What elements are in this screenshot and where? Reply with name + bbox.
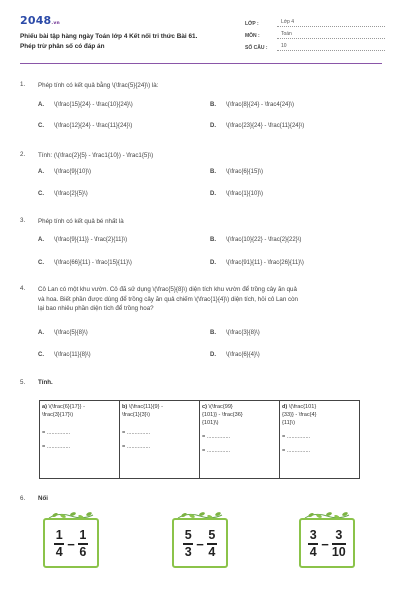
fraction [207,529,217,559]
option-letter: B. [210,169,216,175]
worksheet-title-line2: Phép trừ phân số có đáp án [20,43,105,50]
calc-cell-a[interactable] [40,401,120,479]
question-2 [20,151,382,201]
fraction [183,529,193,559]
match-card-3[interactable] [297,510,357,570]
question-number: 3. [20,217,26,224]
option-letter: D. [210,352,216,358]
question-4 [20,285,382,365]
calc-expression [42,403,117,423]
info-value: Lớp 4 [277,17,385,27]
option-text: \(\frac{66}{11} - \frac{15}{11}\) [54,260,132,266]
question-number: 2. [20,151,26,158]
logo-tld: .vn [51,21,60,26]
option-text: \(\frac{5}{8}\) [54,330,88,336]
option-a[interactable] [38,237,127,243]
question-6 [20,495,382,507]
calc-label: d) [282,404,288,410]
calc-expr-line: \frac{3}{17}\) [42,412,74,418]
option-c[interactable] [38,123,132,129]
question-number: 4. [20,285,26,292]
calc-expression [122,403,197,423]
info-label: LỚP : [245,21,259,27]
option-text: \(\frac{1}{10}\) [226,191,264,197]
option-text: \(\frac{10}{22} - \frac{2}{22}\) [226,237,302,243]
logo-text: 2048 [20,14,52,27]
minus-sign: − [321,536,329,552]
question-text: Phép tính có kết quả bằng \(\frac{5}{24}\) là: [38,82,159,89]
option-text: \(\frac{23}{24} - \frac{11}{24}\) [226,123,305,129]
header-divider [20,63,382,64]
info-label: SỐ CÂU : [245,45,268,51]
fraction [54,529,64,559]
info-value: 10 [277,41,385,51]
option-letter: B. [210,102,216,108]
option-letter: C. [38,191,44,197]
option-text: \(\frac{9}{11}} - \frac{2}{11}\) [54,237,128,243]
option-b[interactable] [210,102,294,108]
option-letter: A. [38,102,44,108]
option-letter: C. [38,352,44,358]
calc-expr-line: {33}} - \frac{4} [282,412,317,418]
option-c[interactable] [38,191,88,197]
option-letter: D. [210,260,216,266]
option-letter: A. [38,330,44,336]
answer-line[interactable]: = ............... [122,444,151,450]
option-a[interactable] [38,102,133,108]
option-text: \(\frac{3}{8}\) [226,330,260,336]
numerator: 5 [184,528,192,543]
fraction-expression [174,524,226,564]
question-1 [20,81,382,131]
fraction [332,529,346,559]
calc-cell-b[interactable] [120,401,200,479]
question-text-line: lại bao nhiêu phần diện tích để trồng hoa? [38,305,154,312]
denominator: 4 [208,544,216,559]
option-text: \(\frac{6}{15}\) [226,169,264,175]
calc-label: b) [122,404,128,410]
calc-expr-line: \(\frac{101} [288,404,317,410]
card-frame [172,518,228,568]
option-letter: D. [210,191,216,197]
calc-expr-line: \(\frac{6}{17}} - [48,404,85,410]
option-letter: C. [38,260,44,266]
calc-expr-line: {101}\) [202,420,219,426]
numerator: 3 [309,528,317,543]
option-text: \(\frac{9}{10}\) [54,169,92,175]
option-c[interactable] [38,352,91,358]
calc-expr-line: {11}\) [282,420,295,426]
option-d[interactable] [210,352,260,358]
option-d[interactable] [210,260,304,266]
option-b[interactable] [210,169,263,175]
calc-expr-line: {101}} - \frac{36} [202,412,243,418]
option-letter: A. [38,169,44,175]
question-number: 1. [20,81,26,88]
calculation-table [39,400,360,479]
info-box [245,15,385,51]
worksheet-title-line1: Phiếu bài tập hàng ngày Toán lớp 4 Kết nối tri thức Bài 61. [20,33,198,40]
info-value: Toán [277,29,385,39]
fraction [78,529,88,559]
matching-cards [35,510,365,570]
numerator: 5 [208,528,216,543]
question-text-line: Cô Lan có một khu vườn. Cô đã sử dụng \(\frac{5}{8}\) diện tích khu vườn để trồng cây ăn quả [38,286,297,293]
answer-line[interactable]: = ............... [122,430,151,436]
question-3 [20,217,382,267]
option-c[interactable] [38,260,132,266]
question-number: 6. [20,495,26,502]
calc-expr-line: \(\frac{99} [208,404,233,410]
calc-expr-line: \frac{1}{3}\) [122,412,150,418]
answer-line[interactable]: = ............... [202,434,231,440]
option-letter: B. [210,330,216,336]
question-text: Phép tính có kết quả bé nhất là [38,218,124,225]
match-card-1[interactable] [41,510,101,570]
calc-cell-c[interactable] [200,401,280,479]
answer-line[interactable]: = ............... [202,448,231,454]
card-frame [43,518,99,568]
info-row-count [245,39,385,51]
option-letter: A. [38,237,44,243]
answer-line[interactable]: = ............... [42,430,71,436]
numerator: 3 [335,528,343,543]
option-text: \(\frac{91}{11} - \frac{26}{11}\) [226,260,304,266]
denominator: 6 [79,544,87,559]
option-letter: D. [210,123,216,129]
option-d[interactable] [210,123,304,129]
calc-expression [202,403,277,427]
question-heading: Tính. [38,379,53,386]
numerator: 1 [79,528,87,543]
question-number: 5. [20,379,26,386]
minus-sign: − [67,536,75,552]
calc-expression [282,403,357,427]
answer-line[interactable]: = ............... [42,444,71,450]
option-b[interactable] [210,330,260,336]
option-text: \(\frac{15}{24} - \frac{10}{24}\) [54,102,133,108]
option-b[interactable] [210,237,301,243]
worksheet-header [20,10,382,62]
option-text: \(\frac{2}{5}\) [54,191,88,197]
option-a[interactable] [38,330,88,336]
calc-expr-line: \(\frac{11}{9} - [128,404,163,410]
option-letter: C. [38,123,44,129]
question-text: Tính: (\(\frac{2}{5} - \frac1{10}) - \frac1{5}\) [38,152,154,159]
card-frame [299,518,355,568]
fraction-expression [301,524,353,564]
calc-label: a) [42,404,47,410]
option-text: \(\frac{12}{24} - \frac{11}{24}\) [54,123,133,129]
fraction-expression [45,524,97,564]
denominator: 4 [309,544,317,559]
calc-label: c) [202,404,207,410]
denominator: 4 [55,544,63,559]
minus-sign: − [196,536,204,552]
option-d[interactable] [210,191,263,197]
info-row-subject [245,27,385,39]
question-5 [20,379,382,391]
question-heading: Nối [38,495,48,502]
option-text: \(\frac{8}{24} - \frac4{24}\) [226,102,295,108]
denominator: 10 [331,544,346,559]
info-row-class [245,15,385,27]
match-card-2[interactable] [170,510,230,570]
calc-cell-d[interactable] [280,401,360,479]
option-text: \(\frac{6}{4}\) [226,352,260,358]
option-a[interactable] [38,169,91,175]
site-logo[interactable] [20,14,60,27]
option-text: \(\frac{11}{8}\) [54,352,91,358]
numerator: 1 [55,528,63,543]
info-label: MÔN : [245,33,260,39]
fraction [308,529,318,559]
answer-line[interactable]: = ............... [282,434,311,440]
option-letter: B. [210,237,216,243]
answer-line[interactable]: = ............... [282,448,311,454]
question-text [38,285,376,314]
denominator: 3 [184,544,192,559]
question-text-line: và hoa. Biết phần được dùng để trồng cây ăn quả chiếm \(\frac{1}{4}\) diện tích, hỏi cô Lan còn [38,295,298,303]
